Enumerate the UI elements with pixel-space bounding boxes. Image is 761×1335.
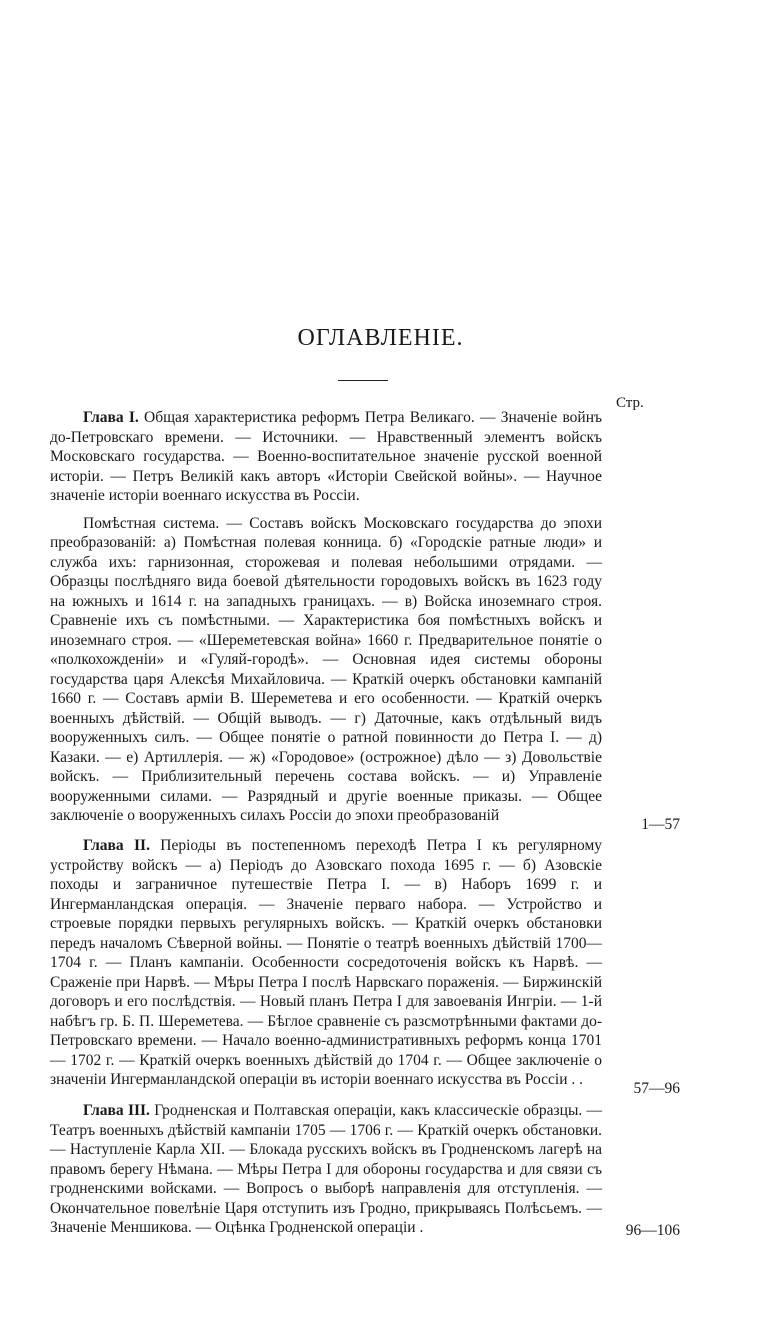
chapter-text: Періоды въ постепенномъ переходѣ Петра I къ регулярному устройству войскъ — а) Періодъ до Азовскаго похода 1695 г. — б) Азовскіе походы и заграничное путешествіе Петра I. — в) Наборъ 1699 г. и Ингерманландская операція. — Значеніе перваго набора. — Устройство и строевые порядки первыхъ регулярныхъ войскъ. — Краткій очеркъ обстановки передъ началомъ Сѣверной войны. — Понятіе о театрѣ военныхъ дѣйствій 1700—1704 г. — Планъ кампаніи. Особенности сосредоточенія войскъ къ Нарвѣ. — Сраженіе при Нарвѣ. — Мѣры Петра I послѣ Нарвскаго пораженія. — Биржинскій договоръ и его послѣдствія. — Новый планъ Петра I для завоеванія Ингріи. — 1-й набѣгъ гр. Б. П. Шереметева. — Бѣглое сравненіе съ разсмотрѣнными фактами до-Петровскаго времени. — Начало военно-административныхъ реформъ конца 1701 — 1702 г. — Краткій очеркъ военныхъ дѣйствій до 1704 г. — Общее заключеніе о значеніи Ингерманландской операціи въ исторіи военнаго искусства въ Россіи . . <box>50 837 603 1088</box>
chapter-1-pages: 1—57 <box>641 816 680 833</box>
title-divider <box>338 380 388 381</box>
chapter-3-pages: 96—106 <box>625 1222 680 1239</box>
chapter-label: Глава III. <box>83 1102 150 1119</box>
page-column-label: Стр. <box>616 395 644 411</box>
toc-paragraph <box>50 1101 602 1238</box>
toc-entry-chapter-2 <box>50 836 602 1090</box>
toc-paragraph <box>50 514 602 826</box>
chapter-label: Глава II. <box>83 837 150 854</box>
toc-paragraph <box>50 836 602 1090</box>
toc-entry-chapter-1 <box>50 408 602 826</box>
chapter-2-pages: 57—96 <box>633 1080 680 1097</box>
toc-paragraph <box>50 408 602 506</box>
chapter-label: Глава I. <box>83 409 139 426</box>
toc-entry-chapter-3 <box>50 1101 602 1238</box>
chapter-text: Общая характеристика реформъ Петра Великаго. — Значеніе войнъ до-Петровскаго времени. — Источники. — Нравственный элементъ войскъ Московскаго государства. — Военно-воспитательное значеніе русской военной исторіи. — Петръ Великій какъ авторъ «Исторіи Свейской войны». — Научное значеніе исторіи военнаго искусства въ Россіи. <box>50 409 603 504</box>
page-title: ОГЛАВЛЕНІЕ. <box>297 325 464 351</box>
chapter-text: Помѣстная система. — Составъ войскъ Московскаго государства до эпохи преобразованій: а) Помѣстная полевая конница. б) «Городскіе ратные люди» и служба ихъ: гарнизонная, сторожевая и полевая небольшими отрядами. — Образцы послѣдняго вида боевой дѣятельности городовыхъ войскъ въ 1623 году на южныхъ и 1614 г. на западныхъ границахъ. — в) Войска иноземнаго строя. Сравненіе ихъ съ помѣстными. — Характеристика боя помѣстныхъ войскъ и иноземнаго строя. — «Шереметевская война» 1660 г. Предварительное понятіе о «полкохожденіи» и «Гуляй-городѣ». — Основная идея системы обороны государства царя Алексѣя Михайловича. — Краткій очеркъ обстановки кампаній 1660 г. — Составъ арміи В. Шереметева и его особенности. — Краткій очеркъ военныхъ дѣйствій. — Общій выводъ. — г) Даточные, какъ отдѣльный видъ вооруженныхъ силъ. — Общее понятіе о ратной повинности до Петра I. — д) Казаки. — е) Артиллерія. — ж) «Городовое» (острожное) дѣло — з) Довольствіе войскъ. — Приблизительный перечень состава войскъ. — и) Управленіе вооруженными силами. — Разрядный и другіе военные приказы. — Общее заключеніе о вооруженныхъ силахъ Россіи до эпохи преобразованій <box>50 514 602 824</box>
chapter-text: Гродненская и Полтавская операціи, какъ классическіе образцы. — Театръ военныхъ дѣйствій кампаніи 1705 — 1706 г. — Краткій очеркъ обстановки. — Наступленіе Карла XII. — Блокада русскихъ войскъ въ Гродненскомъ лагерѣ на правомъ берегу Нѣмана. — Мѣры Петра I для обороны государства и для связи съ гродненскими войсками. — Вопросъ о выборѣ направленія для отступленія. — Окончательное повелѣніе Царя отступить изъ Гродно, прикрываясь Полѣсьемъ. — Значеніе Меншикова. — Оцѣнка Гродненской операціи . <box>50 1102 603 1236</box>
